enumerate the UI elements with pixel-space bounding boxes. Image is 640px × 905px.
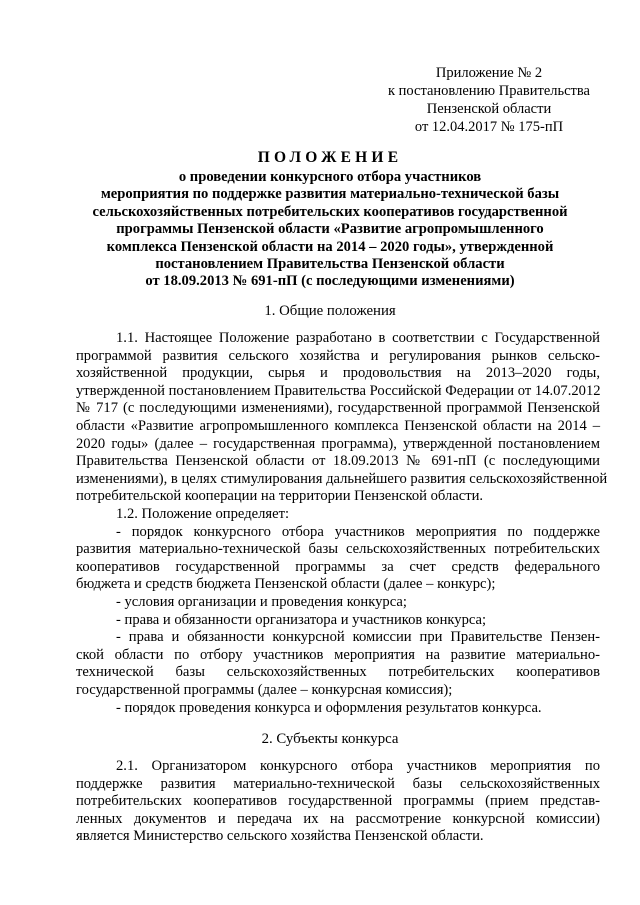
paragraph-2-1 [76, 758, 600, 846]
text-line: - условия организации и проведения конкурса; [116, 593, 407, 610]
heading-line: постановлением Правительства Пензенской области [155, 256, 505, 273]
text-line: - права и обязанности организатора и участников конкурса; [116, 611, 487, 628]
text-line: бюджета и средств бюджета Пензенской области (далее – конкурс); [76, 576, 496, 593]
text-line: технической базы сельскохозяйственных потребительских кооперативов [76, 664, 600, 681]
text-line: кооперативов государственной программы за счет средств федерального [76, 558, 600, 575]
appendix-number: Приложение № 2 [435, 65, 543, 81]
heading-line: о проведении конкурсного отбора участников [178, 169, 482, 185]
text-line: изменениями), в целях стимулирования дальнейшего развития сельскохозяйственной [76, 470, 608, 487]
text-line: 1.1. Настоящее Положение разработано в соответствии с Государственной [116, 330, 600, 346]
heading-line: мероприятия по поддержке развития материально-технической базы [100, 186, 560, 203]
document-heading [60, 148, 600, 291]
text-line: ленных документов и передача их на рассмотрение конкурсной комиссии) [76, 810, 600, 827]
section-2-title: 2. Субъекты конкурса [261, 731, 399, 747]
text-line: Правительства Пензенской области от 18.09.2013 № 691-пП (с последующими [76, 453, 600, 470]
text-line: потребительских кооперативов государственной программы (прием представ- [76, 793, 600, 810]
text-line: - порядок проведения конкурса и оформления результатов конкурса. [116, 699, 542, 716]
text-line: развития материально-технической базы сельскохозяйственных потребительских [76, 541, 600, 558]
text-line: области «Развитие агропромышленного комплекса Пензенской области на 2014 – [76, 417, 600, 434]
paragraph-1-2 [76, 506, 600, 717]
text-line: - порядок конкурсного отбора участников мероприятия по поддержке [116, 523, 600, 540]
text-line: является Министерство сельского хозяйства Пензенской области. [76, 828, 484, 845]
paragraph-1-1 [76, 330, 608, 506]
text-line: 2020 годы» (далее – государственная программа), утвержденной постановлением [76, 435, 600, 452]
text-line: государственной программы (далее – конкурсная комиссия); [76, 681, 453, 698]
text-line: программой развития сельского хозяйства и регулирования рынков сельско- [76, 347, 600, 364]
appendix-block [376, 64, 602, 136]
document-title: ПОЛОЖЕНИЕ [257, 149, 403, 166]
heading-line: сельскохозяйственных потребительских кооперативов государственной [92, 203, 568, 220]
text-line: ской области по отбору участников мероприятия на развитие материально- [76, 646, 600, 663]
appendix-region: Пензенской области [426, 101, 552, 117]
text-line: хозяйственной продукции, сырья и продовольствия на 2013–2020 годы, [76, 365, 600, 382]
section-1-title: 1. Общие положения [264, 303, 396, 319]
text-line: 1.2. Положение определяет: [116, 506, 290, 522]
text-line: 2.1. Организатором конкурсного отбора участников мероприятия по [116, 758, 600, 774]
appendix-resolution: к постановлению Правительства [388, 83, 590, 99]
text-line: утвержденной постановлением Правительства Российской Федерации от 14.07.2012 [76, 382, 601, 399]
text-line: поддержке развития материально-технической базы сельскохозяйственных [76, 775, 600, 792]
heading-line: от 18.09.2013 № 691-пП (с последующими изменениями) [145, 273, 515, 290]
text-line: потребительской кооперации на территории Пензенской области. [76, 488, 484, 505]
heading-line: программы Пензенской области «Развитие агропромышленного [116, 221, 544, 238]
appendix-date: от 12.04.2017 № 175-пП [414, 119, 564, 135]
text-line: - права и обязанности конкурсной комиссии при Правительстве Пензен- [116, 629, 600, 646]
heading-line: комплекса Пензенской области на 2014 – 2020 годы», утвержденной [106, 238, 554, 255]
text-line: № 717 (с последующими изменениями), государственной программой Пензенской [76, 400, 600, 417]
